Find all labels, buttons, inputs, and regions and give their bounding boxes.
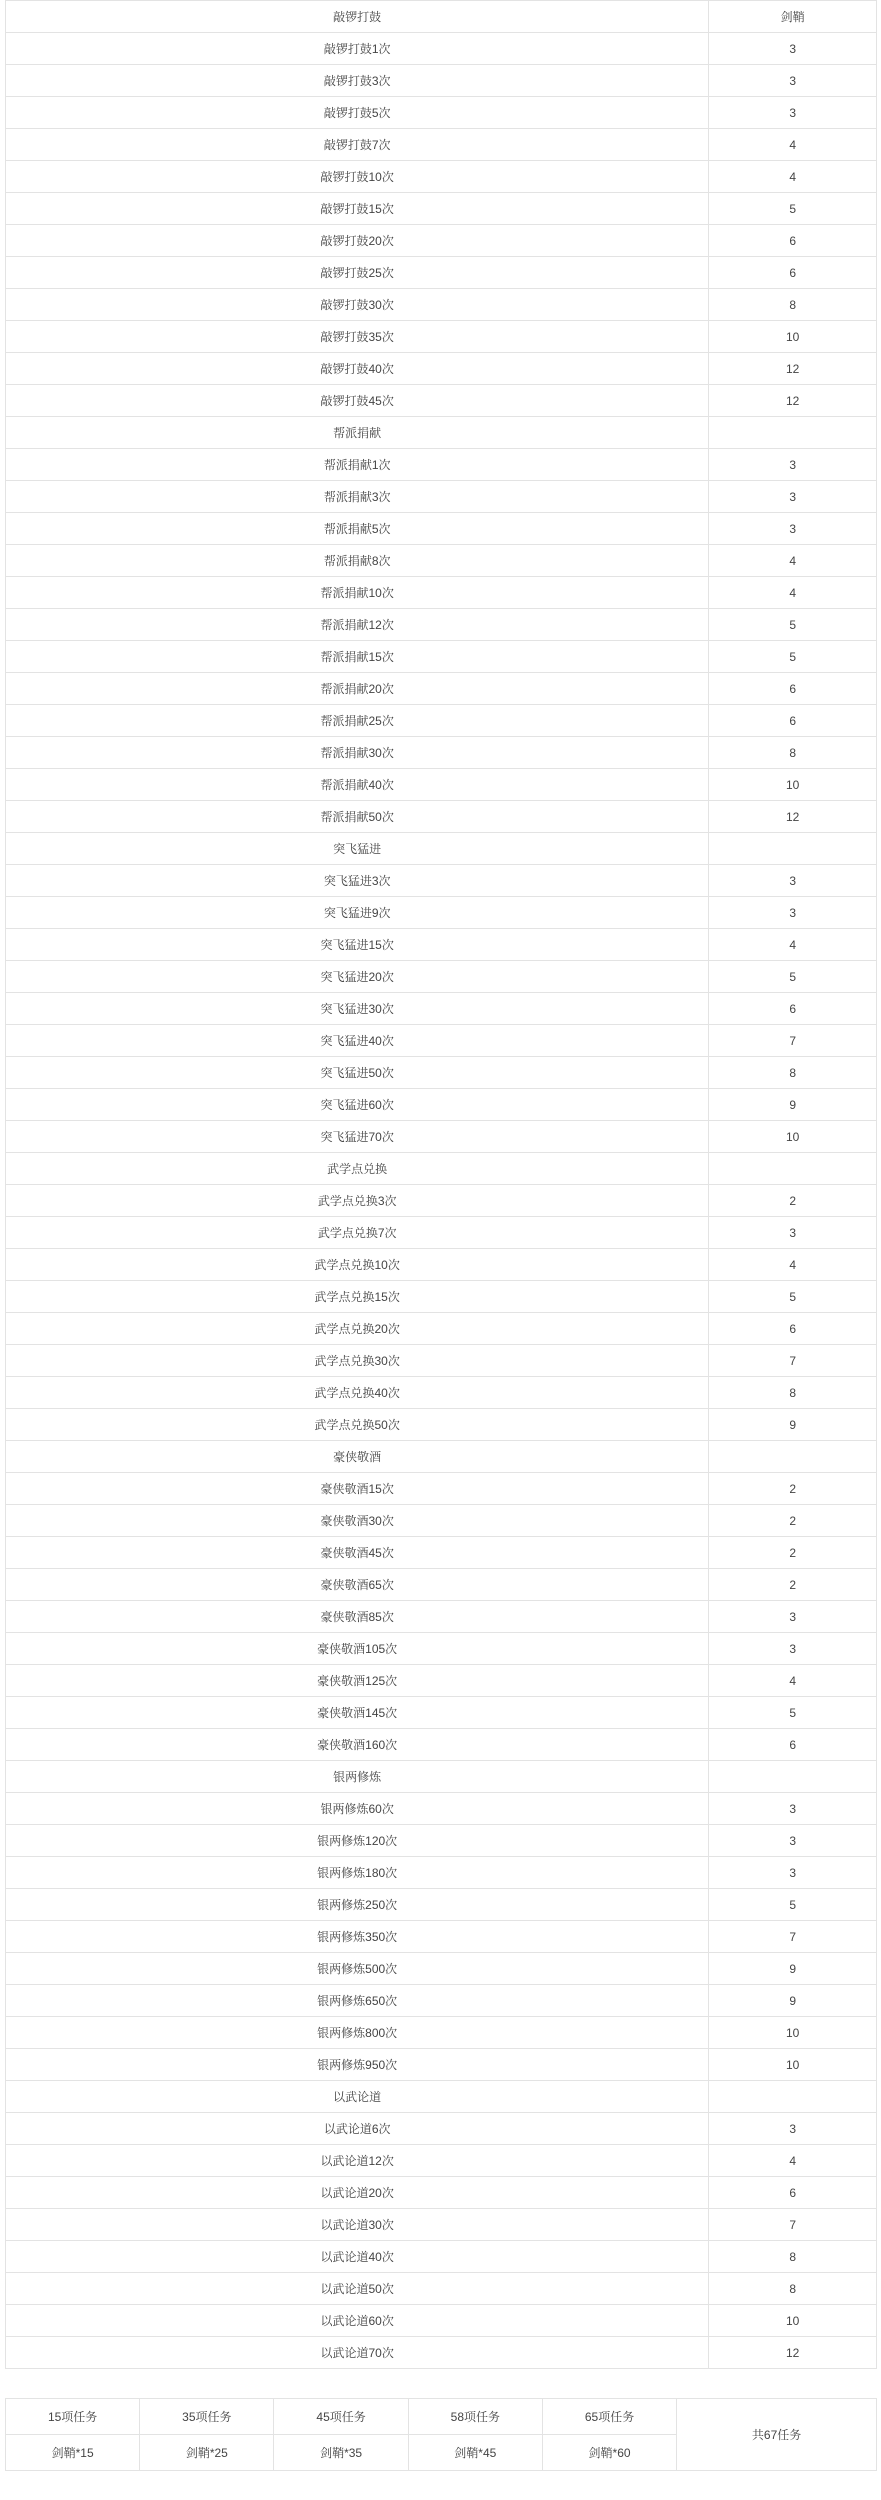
table-row [6, 1825, 877, 1857]
table-row [6, 1217, 877, 1249]
table-row [6, 385, 877, 417]
reward-table-body [6, 1, 877, 2369]
task-name-cell: 银两修炼800次 [6, 2017, 709, 2049]
group-title-row [6, 2081, 877, 2113]
reward-count-cell: 9 [709, 1409, 877, 1441]
reward-count-cell: 9 [709, 1089, 877, 1121]
group-title: 豪侠敬酒 [6, 1441, 709, 1473]
task-name-cell: 突飞猛进50次 [6, 1057, 709, 1089]
table-row [6, 225, 877, 257]
table-row [6, 1537, 877, 1569]
table-row [6, 353, 877, 385]
task-name-cell: 敲锣打鼓40次 [6, 353, 709, 385]
group-title-empty-cell [709, 833, 877, 865]
task-name-cell: 武学点兑换30次 [6, 1345, 709, 1377]
task-name-cell: 敲锣打鼓7次 [6, 129, 709, 161]
table-row [6, 2273, 877, 2305]
reward-count-cell: 6 [709, 705, 877, 737]
reward-count-cell: 5 [709, 193, 877, 225]
summary-reward: 剑鞘*60 [542, 2435, 676, 2471]
summary-task: 35项任务 [140, 2399, 274, 2435]
task-name-cell: 银两修炼250次 [6, 1889, 709, 1921]
table-row [6, 2017, 877, 2049]
table-row [6, 2241, 877, 2273]
group-title: 帮派捐献 [6, 417, 709, 449]
reward-count-cell: 7 [709, 1345, 877, 1377]
table-row [6, 129, 877, 161]
task-name-cell: 以武论道30次 [6, 2209, 709, 2241]
table-row [6, 2209, 877, 2241]
task-name-cell: 豪侠敬酒85次 [6, 1601, 709, 1633]
reward-count-cell: 4 [709, 129, 877, 161]
reward-count-cell: 2 [709, 1505, 877, 1537]
reward-count-cell: 3 [709, 33, 877, 65]
reward-count-cell: 6 [709, 993, 877, 1025]
group-title: 以武论道 [6, 2081, 709, 2113]
table-row [6, 1281, 877, 1313]
table-row [6, 1697, 877, 1729]
task-name-cell: 敲锣打鼓10次 [6, 161, 709, 193]
summary-task-row [6, 2399, 877, 2435]
table-row [6, 1313, 877, 1345]
task-name-cell: 银两修炼180次 [6, 1857, 709, 1889]
reward-count-cell: 12 [709, 801, 877, 833]
reward-count-cell: 8 [709, 1057, 877, 1089]
task-name-cell: 帮派捐献25次 [6, 705, 709, 737]
group-title-row [6, 1153, 877, 1185]
reward-count-cell: 8 [709, 2273, 877, 2305]
table-row [6, 1345, 877, 1377]
summary-task: 45项任务 [274, 2399, 408, 2435]
table-row [6, 577, 877, 609]
task-name-cell: 以武论道60次 [6, 2305, 709, 2337]
task-name-cell: 突飞猛进40次 [6, 1025, 709, 1057]
summary-reward: 剑鞘*15 [6, 2435, 140, 2471]
table-row [6, 897, 877, 929]
table-row [6, 1185, 877, 1217]
task-name-cell: 以武论道50次 [6, 2273, 709, 2305]
task-name-cell: 敲锣打鼓15次 [6, 193, 709, 225]
task-name-cell: 武学点兑换15次 [6, 1281, 709, 1313]
table-row [6, 929, 877, 961]
task-name-cell: 豪侠敬酒105次 [6, 1633, 709, 1665]
reward-count-cell: 10 [709, 2305, 877, 2337]
task-name-cell: 豪侠敬酒30次 [6, 1505, 709, 1537]
table-row [6, 65, 877, 97]
table-row [6, 161, 877, 193]
table-row [6, 481, 877, 513]
table-row [6, 545, 877, 577]
task-name-cell: 银两修炼950次 [6, 2049, 709, 2081]
task-name-cell: 银两修炼350次 [6, 1921, 709, 1953]
reward-count-cell: 5 [709, 961, 877, 993]
table-row [6, 1633, 877, 1665]
task-name-cell: 帮派捐献10次 [6, 577, 709, 609]
reward-count-cell: 4 [709, 545, 877, 577]
table-header-row [6, 1, 877, 33]
group-title-empty-cell [709, 1761, 877, 1793]
reward-count-cell: 12 [709, 353, 877, 385]
task-name-cell: 敲锣打鼓35次 [6, 321, 709, 353]
task-name-cell: 突飞猛进9次 [6, 897, 709, 929]
task-name-cell: 以武论道6次 [6, 2113, 709, 2145]
summary-total: 共67任务 [677, 2399, 877, 2471]
task-name-cell: 豪侠敬酒45次 [6, 1537, 709, 1569]
table-row [6, 1601, 877, 1633]
task-name-cell: 豪侠敬酒15次 [6, 1473, 709, 1505]
table-row [6, 609, 877, 641]
task-name-cell: 敲锣打鼓1次 [6, 33, 709, 65]
task-name-cell: 武学点兑换10次 [6, 1249, 709, 1281]
reward-count-cell: 3 [709, 865, 877, 897]
task-name-cell: 以武论道12次 [6, 2145, 709, 2177]
task-name-cell: 银两修炼60次 [6, 1793, 709, 1825]
group-title: 银两修炼 [6, 1761, 709, 1793]
task-name-cell: 敲锣打鼓25次 [6, 257, 709, 289]
reward-count-cell: 3 [709, 1633, 877, 1665]
task-name-cell: 突飞猛进60次 [6, 1089, 709, 1121]
group-title-row [6, 417, 877, 449]
reward-count-cell: 6 [709, 257, 877, 289]
table-row [6, 769, 877, 801]
table-row [6, 1921, 877, 1953]
table-row [6, 1249, 877, 1281]
reward-count-cell: 5 [709, 1281, 877, 1313]
summary-table [5, 2398, 877, 2471]
task-name-cell: 帮派捐献50次 [6, 801, 709, 833]
reward-count-cell: 7 [709, 2209, 877, 2241]
reward-count-cell: 4 [709, 929, 877, 961]
table-row [6, 321, 877, 353]
table-row [6, 2177, 877, 2209]
task-name-cell: 敲锣打鼓45次 [6, 385, 709, 417]
table-row [6, 449, 877, 481]
task-name-cell: 敲锣打鼓30次 [6, 289, 709, 321]
task-name-cell: 帮派捐献8次 [6, 545, 709, 577]
reward-count-cell: 12 [709, 385, 877, 417]
table-row [6, 1889, 877, 1921]
table-row [6, 2305, 877, 2337]
task-name-cell: 豪侠敬酒65次 [6, 1569, 709, 1601]
task-name-cell: 武学点兑换7次 [6, 1217, 709, 1249]
reward-count-cell: 8 [709, 2241, 877, 2273]
task-name-cell: 武学点兑换40次 [6, 1377, 709, 1409]
task-name-cell: 突飞猛进15次 [6, 929, 709, 961]
table-row [6, 1089, 877, 1121]
reward-count-cell: 4 [709, 2145, 877, 2177]
task-name-cell: 银两修炼500次 [6, 1953, 709, 1985]
task-name-cell: 突飞猛进70次 [6, 1121, 709, 1153]
reward-count-cell: 3 [709, 449, 877, 481]
reward-count-cell: 5 [709, 609, 877, 641]
table-row [6, 961, 877, 993]
task-name-cell: 帮派捐献40次 [6, 769, 709, 801]
reward-count-cell: 2 [709, 1185, 877, 1217]
reward-count-cell: 6 [709, 1729, 877, 1761]
group-title: 武学点兑换 [6, 1153, 709, 1185]
task-name-cell: 突飞猛进30次 [6, 993, 709, 1025]
group-title-empty-cell [709, 1441, 877, 1473]
task-name-cell: 帮派捐献20次 [6, 673, 709, 705]
table-row [6, 801, 877, 833]
table-row [6, 2337, 877, 2369]
table-row [6, 641, 877, 673]
table-row [6, 673, 877, 705]
reward-count-cell: 3 [709, 1793, 877, 1825]
table-row [6, 1025, 877, 1057]
reward-count-cell: 8 [709, 737, 877, 769]
reward-count-cell: 6 [709, 673, 877, 705]
summary-reward: 剑鞘*45 [408, 2435, 542, 2471]
table-row [6, 1985, 877, 2017]
reward-count-cell: 3 [709, 1857, 877, 1889]
task-name-cell: 敲锣打鼓5次 [6, 97, 709, 129]
reward-count-cell: 10 [709, 2017, 877, 2049]
reward-count-cell: 5 [709, 1697, 877, 1729]
reward-count-cell: 10 [709, 321, 877, 353]
task-name-cell: 以武论道70次 [6, 2337, 709, 2369]
group-title-empty-cell [709, 417, 877, 449]
reward-count-cell: 3 [709, 1825, 877, 1857]
reward-count-cell: 3 [709, 97, 877, 129]
summary-task: 15项任务 [6, 2399, 140, 2435]
reward-count-cell: 8 [709, 1377, 877, 1409]
reward-count-cell: 3 [709, 481, 877, 513]
summary-reward: 剑鞘*35 [274, 2435, 408, 2471]
task-name-cell: 武学点兑换3次 [6, 1185, 709, 1217]
reward-count-cell: 3 [709, 513, 877, 545]
reward-count-cell: 3 [709, 1217, 877, 1249]
table-row [6, 1729, 877, 1761]
reward-table [5, 0, 877, 2369]
task-name-cell: 豪侠敬酒145次 [6, 1697, 709, 1729]
header-task-name: 敲锣打鼓 [6, 1, 709, 33]
summary-task: 65项任务 [542, 2399, 676, 2435]
reward-count-cell: 4 [709, 1665, 877, 1697]
summary-task: 58项任务 [408, 2399, 542, 2435]
task-name-cell: 敲锣打鼓3次 [6, 65, 709, 97]
task-name-cell: 帮派捐献15次 [6, 641, 709, 673]
table-row [6, 2145, 877, 2177]
table-row [6, 2113, 877, 2145]
table-row [6, 1505, 877, 1537]
header-reward: 剑鞘 [709, 1, 877, 33]
task-name-cell: 帮派捐献30次 [6, 737, 709, 769]
group-title-row [6, 1441, 877, 1473]
task-name-cell: 突飞猛进3次 [6, 865, 709, 897]
reward-count-cell: 9 [709, 1953, 877, 1985]
task-name-cell: 以武论道40次 [6, 2241, 709, 2273]
table-row [6, 865, 877, 897]
task-name-cell: 武学点兑换50次 [6, 1409, 709, 1441]
reward-count-cell: 6 [709, 2177, 877, 2209]
task-name-cell: 帮派捐献3次 [6, 481, 709, 513]
reward-count-cell: 7 [709, 1025, 877, 1057]
group-title-row [6, 833, 877, 865]
task-name-cell: 敲锣打鼓20次 [6, 225, 709, 257]
task-name-cell: 帮派捐献5次 [6, 513, 709, 545]
table-row [6, 1473, 877, 1505]
reward-count-cell: 10 [709, 1121, 877, 1153]
table-row [6, 2049, 877, 2081]
group-title-empty-cell [709, 1153, 877, 1185]
reward-count-cell: 6 [709, 1313, 877, 1345]
task-name-cell: 武学点兑换20次 [6, 1313, 709, 1345]
task-name-cell: 帮派捐献1次 [6, 449, 709, 481]
reward-count-cell: 2 [709, 1537, 877, 1569]
reward-count-cell: 5 [709, 641, 877, 673]
group-title: 突飞猛进 [6, 833, 709, 865]
table-row [6, 257, 877, 289]
task-name-cell: 突飞猛进20次 [6, 961, 709, 993]
reward-count-cell: 4 [709, 1249, 877, 1281]
reward-count-cell: 12 [709, 2337, 877, 2369]
reward-count-cell: 3 [709, 897, 877, 929]
task-name-cell: 银两修炼650次 [6, 1985, 709, 2017]
reward-count-cell: 3 [709, 65, 877, 97]
group-title-empty-cell [709, 2081, 877, 2113]
task-name-cell: 以武论道20次 [6, 2177, 709, 2209]
table-row [6, 705, 877, 737]
reward-count-cell: 4 [709, 161, 877, 193]
task-name-cell: 帮派捐献12次 [6, 609, 709, 641]
table-row [6, 1121, 877, 1153]
group-title-row [6, 1761, 877, 1793]
reward-count-cell: 3 [709, 2113, 877, 2145]
task-name-cell: 豪侠敬酒125次 [6, 1665, 709, 1697]
task-name-cell: 银两修炼120次 [6, 1825, 709, 1857]
table-row [6, 737, 877, 769]
task-name-cell: 豪侠敬酒160次 [6, 1729, 709, 1761]
reward-count-cell: 10 [709, 2049, 877, 2081]
reward-count-cell: 2 [709, 1473, 877, 1505]
table-row [6, 1377, 877, 1409]
table-row [6, 97, 877, 129]
reward-count-cell: 8 [709, 289, 877, 321]
table-row [6, 1953, 877, 1985]
table-row [6, 513, 877, 545]
reward-count-cell: 3 [709, 1601, 877, 1633]
reward-count-cell: 2 [709, 1569, 877, 1601]
reward-count-cell: 7 [709, 1921, 877, 1953]
table-row [6, 33, 877, 65]
summary-reward: 剑鞘*25 [140, 2435, 274, 2471]
reward-count-cell: 9 [709, 1985, 877, 2017]
table-row [6, 289, 877, 321]
reward-count-cell: 4 [709, 577, 877, 609]
table-row [6, 1665, 877, 1697]
table-row [6, 1793, 877, 1825]
table-row [6, 1857, 877, 1889]
table-row [6, 993, 877, 1025]
table-row [6, 1057, 877, 1089]
reward-count-cell: 6 [709, 225, 877, 257]
reward-count-cell: 10 [709, 769, 877, 801]
table-row [6, 1569, 877, 1601]
reward-count-cell: 5 [709, 1889, 877, 1921]
table-row [6, 193, 877, 225]
table-row [6, 1409, 877, 1441]
